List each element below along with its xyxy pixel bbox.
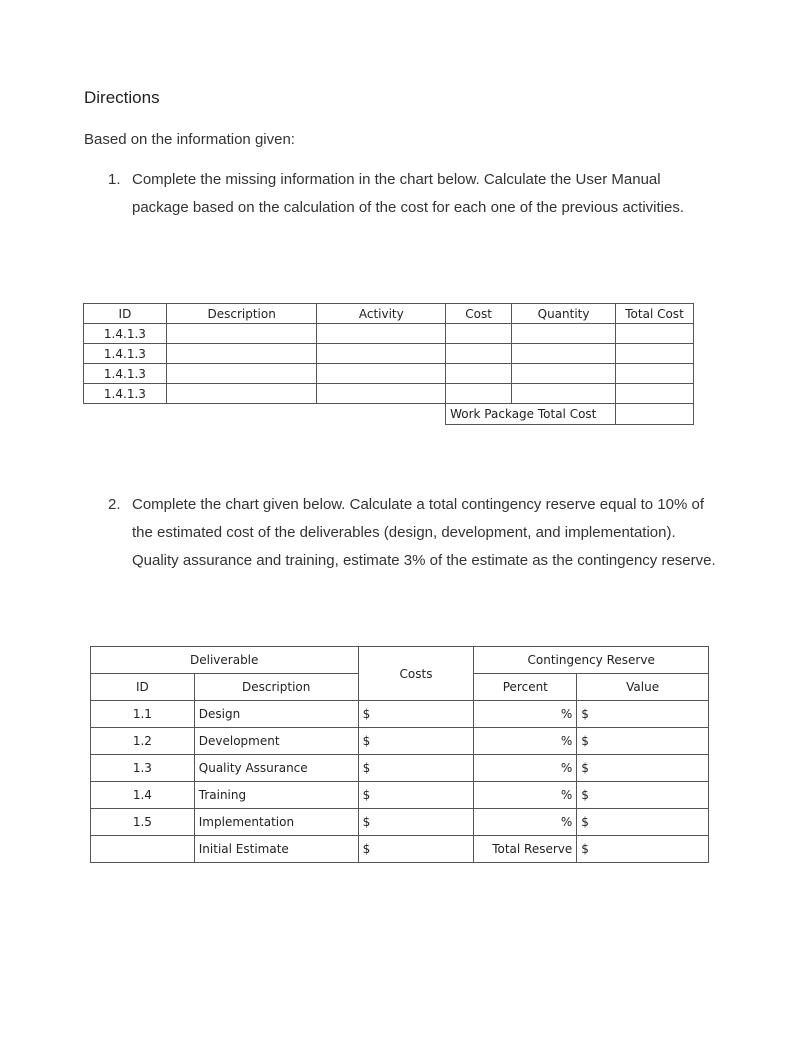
instruction-2-number: 2. [108,496,121,513]
blank-space [84,404,446,425]
header-total-cost: Total Cost [616,304,694,324]
value-cell[interactable]: $ [577,755,709,782]
work-package-table [83,303,694,425]
initial-estimate-label: Initial Estimate [194,836,358,863]
table-row [91,701,709,728]
percent-cell[interactable]: % [474,728,577,755]
value-cell[interactable]: $ [577,701,709,728]
quantity-cell[interactable] [512,324,616,344]
header-cost: Cost [446,304,512,324]
instruction-1-number: 1. [108,171,121,188]
work-package-total-cell[interactable] [616,404,694,425]
row-id: 1.4.1.3 [84,384,167,404]
directions-heading: Directions [84,88,160,107]
description-cell[interactable] [166,384,317,404]
percent-cell[interactable]: % [474,755,577,782]
cost-cell[interactable]: $ [358,782,474,809]
value-header: Value [577,674,709,701]
instruction-1 [108,166,718,222]
contingency-reserve-table [90,646,709,863]
deliverable-id: 1.4 [91,782,195,809]
table-row [84,364,694,384]
total-reserve-cell[interactable]: $ [577,836,709,863]
header-activity: Activity [317,304,446,324]
activity-cell[interactable] [317,384,446,404]
instruction-1-text: Complete the missing information in the chart below. Calculate the User Manual package based on the calculation of the cost for each one of the previous activities. [132,171,685,216]
deliverable-id: 1.1 [91,701,195,728]
instruction-2-text: Complete the chart given below. Calculate a total contingency reserve equal to 10% of the estimated cost of the deliverables (design, development, and implementation). Quality assurance and training, estimate 3% of the estimate as the contingency reserve. [132,496,716,569]
description-cell[interactable] [166,344,317,364]
instruction-2 [108,491,718,575]
intro-text: Based on the information given: [84,131,295,148]
table-header-row [91,647,709,674]
initial-estimate-cell[interactable]: $ [358,836,474,863]
description-cell[interactable] [166,364,317,384]
id-header: ID [91,674,195,701]
table-row [91,809,709,836]
percent-cell[interactable]: % [474,809,577,836]
quantity-cell[interactable] [512,344,616,364]
cost-cell[interactable]: $ [358,809,474,836]
deliverable-description: Quality Assurance [194,755,358,782]
activity-cell[interactable] [317,344,446,364]
row-id: 1.4.1.3 [84,364,167,384]
table-row [91,755,709,782]
deliverable-description: Training [194,782,358,809]
costs-header: Costs [358,647,474,701]
header-id: ID [84,304,167,324]
blank-id-cell [91,836,195,863]
percent-cell[interactable]: % [474,701,577,728]
quantity-cell[interactable] [512,384,616,404]
total-cost-cell[interactable] [616,324,694,344]
work-package-total-label: Work Package Total Cost [446,404,616,425]
description-header: Description [194,674,358,701]
percent-cell[interactable]: % [474,782,577,809]
cost-cell[interactable]: $ [358,701,474,728]
table-row [91,728,709,755]
cost-cell[interactable] [446,324,512,344]
value-cell[interactable]: $ [577,728,709,755]
table-header-row [84,304,694,324]
deliverable-description: Development [194,728,358,755]
quantity-cell[interactable] [512,364,616,384]
deliverable-header: Deliverable [91,647,359,674]
contingency-reserve-header: Contingency Reserve [474,647,709,674]
deliverable-id: 1.3 [91,755,195,782]
description-cell[interactable] [166,324,317,344]
cost-cell[interactable]: $ [358,728,474,755]
total-row [84,404,694,425]
deliverable-description: Implementation [194,809,358,836]
deliverable-description: Design [194,701,358,728]
table-row [84,324,694,344]
cost-cell[interactable]: $ [358,755,474,782]
activity-cell[interactable] [317,364,446,384]
total-cost-cell[interactable] [616,384,694,404]
deliverable-id: 1.5 [91,809,195,836]
header-description: Description [166,304,317,324]
value-cell[interactable]: $ [577,782,709,809]
table-row [91,782,709,809]
total-cost-cell[interactable] [616,344,694,364]
value-cell[interactable]: $ [577,809,709,836]
percent-header: Percent [474,674,577,701]
row-id: 1.4.1.3 [84,344,167,364]
table-row [84,384,694,404]
activity-cell[interactable] [317,324,446,344]
deliverable-id: 1.2 [91,728,195,755]
total-cost-cell[interactable] [616,364,694,384]
table-row [84,344,694,364]
row-id: 1.4.1.3 [84,324,167,344]
total-reserve-label: Total Reserve [474,836,577,863]
totals-row [91,836,709,863]
cost-cell[interactable] [446,344,512,364]
cost-cell[interactable] [446,384,512,404]
header-quantity: Quantity [512,304,616,324]
cost-cell[interactable] [446,364,512,384]
